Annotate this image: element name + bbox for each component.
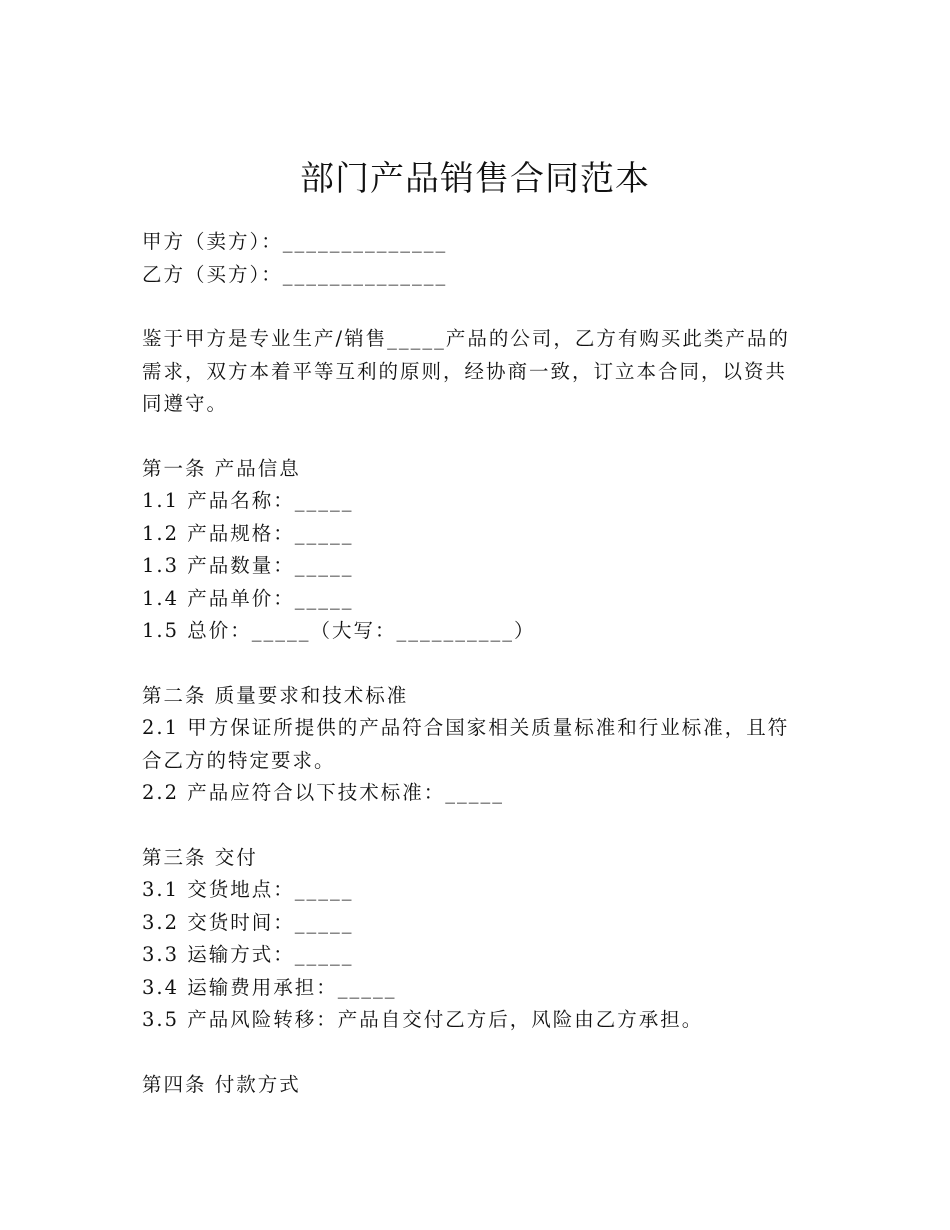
section-heading: 第四条 付款方式 bbox=[142, 1072, 301, 1096]
clause-line: 1.3 产品数量：_____ bbox=[142, 554, 354, 577]
clause-line: 3.1 交货地点：_____ bbox=[142, 878, 354, 901]
spacer bbox=[142, 648, 804, 680]
clause-paragraph: 2.1 甲方保证所提供的产品符合国家相关质量标准和行业标准，且符合乙方的特定要求。 bbox=[142, 716, 790, 772]
clause-line: 1.2 产品规格：_____ bbox=[142, 521, 354, 545]
spacer bbox=[142, 1037, 804, 1069]
section-heading: 第三条 交付 bbox=[142, 845, 258, 869]
clause-line: 3.2 交货时间：_____ bbox=[142, 910, 354, 934]
clause-line: 3.3 运输方式：_____ bbox=[142, 943, 354, 966]
clause-line: 1.5 总价：_____（大写：__________） bbox=[142, 619, 536, 642]
document-body bbox=[142, 226, 804, 1101]
clause-line: 3.4 运输费用承担：_____ bbox=[142, 975, 397, 999]
section-heading: 第一条 产品信息 bbox=[142, 456, 301, 480]
spacer bbox=[142, 810, 804, 842]
spacer bbox=[142, 291, 804, 323]
clause-line: 1.4 产品单价：_____ bbox=[142, 586, 354, 610]
party-b-line: 乙方（买方）：______________ bbox=[142, 262, 448, 286]
section-heading: 第二条 质量要求和技术标准 bbox=[142, 683, 409, 707]
spacer bbox=[142, 421, 804, 453]
clause-line: 2.2 产品应符合以下技术标准：_____ bbox=[142, 781, 504, 804]
preamble-paragraph: 鉴于甲方是专业生产/销售_____产品的公司，乙方有购买此类产品的需求，双方本着平等互利的原则，经协商一致，订立本合同，以资共同遵守。 bbox=[142, 327, 790, 415]
document-title: 部门产品销售合同范本 bbox=[300, 158, 650, 199]
party-a-line: 甲方（卖方）：______________ bbox=[142, 230, 448, 253]
clause-line: 1.1 产品名称：_____ bbox=[142, 489, 354, 512]
clause-line: 3.5 产品风险转移：产品自交付乙方后，风险由乙方承担。 bbox=[142, 1008, 704, 1031]
